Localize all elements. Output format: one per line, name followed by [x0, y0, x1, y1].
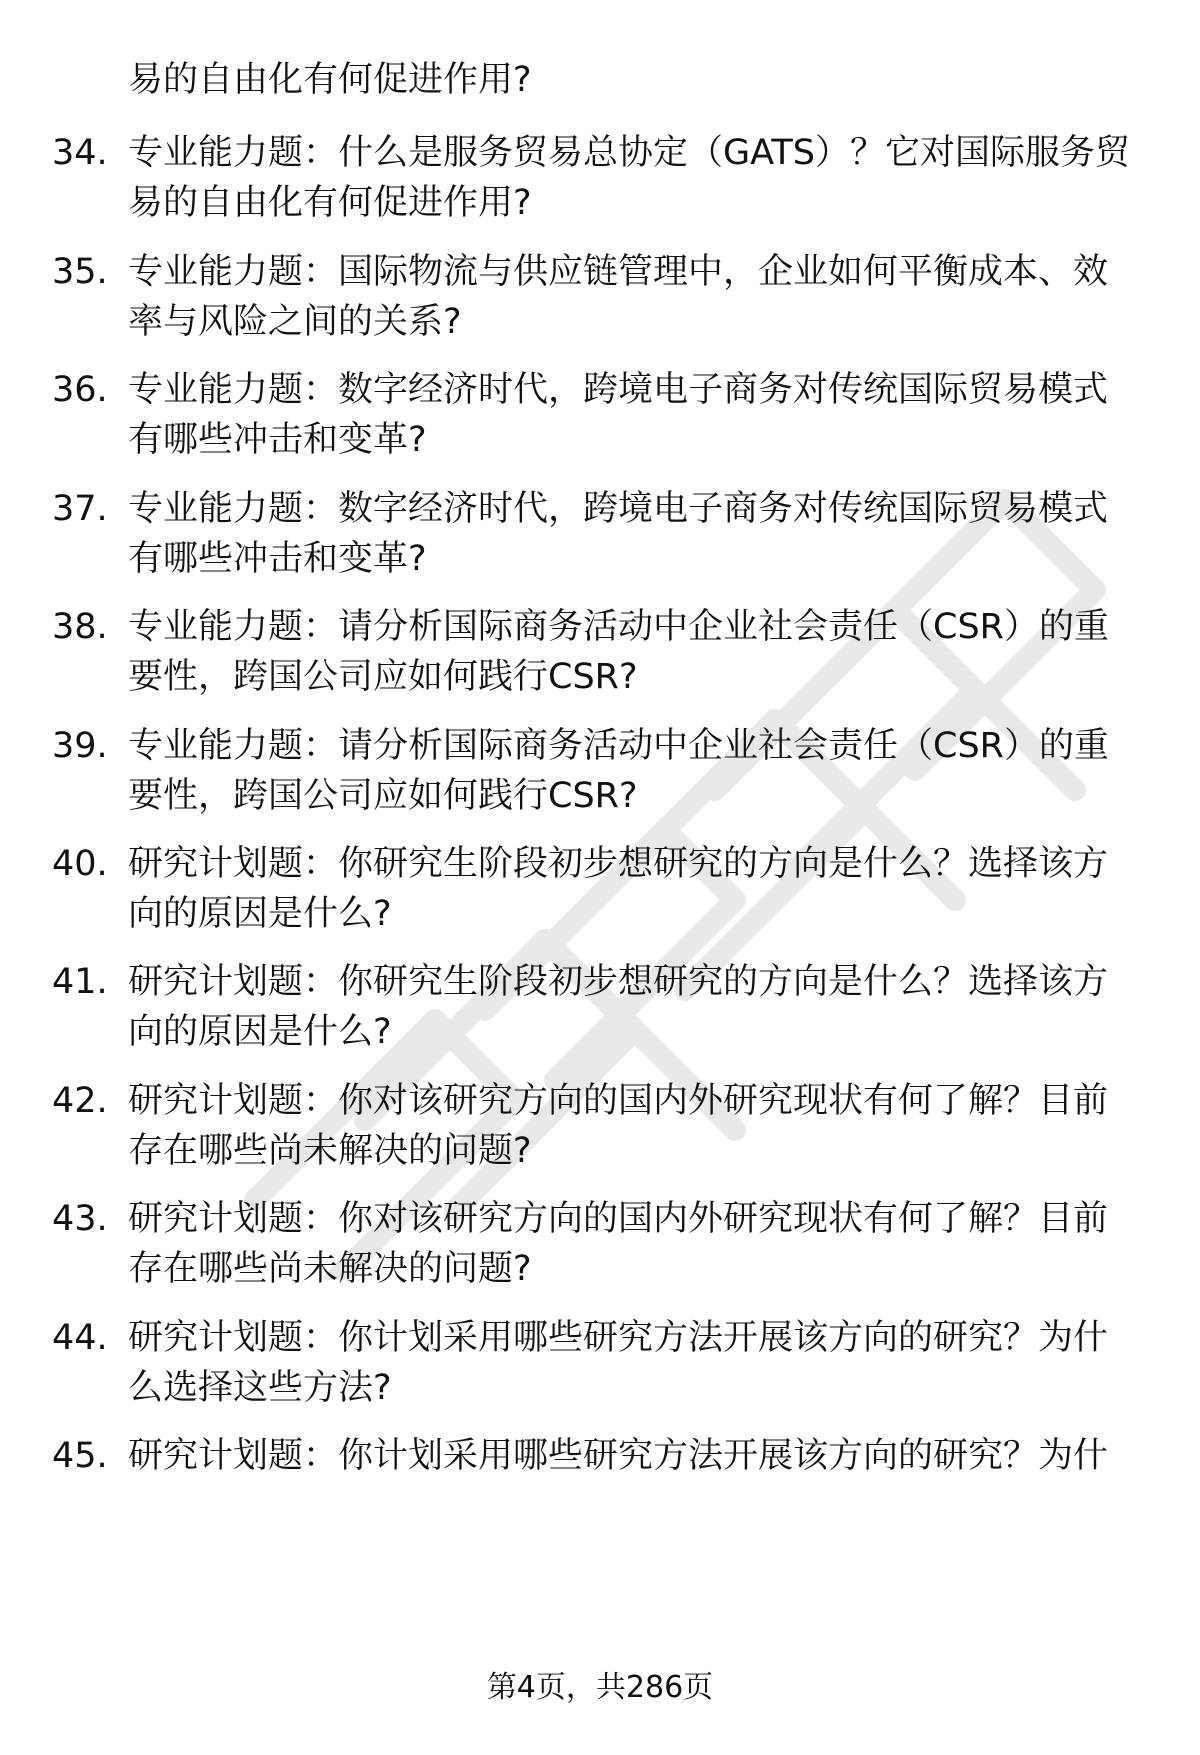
question-line: 专业能力题：请分析国际商务活动中企业社会责任（CSR）的重 — [128, 607, 1109, 647]
question-line: 要性，跨国公司应如何践行CSR? — [128, 776, 638, 816]
question-item — [52, 602, 1152, 702]
question-item — [52, 365, 1152, 465]
page-footer: 第4页，共286页 — [486, 1670, 714, 1705]
question-line: 易的自由化有何促进作用? — [128, 183, 532, 223]
question-number: 37. — [52, 489, 108, 529]
question-item — [52, 55, 1152, 105]
question-number: 40. — [52, 844, 108, 884]
question-text — [128, 721, 1143, 821]
question-line: 要性，跨国公司应如何践行CSR? — [128, 657, 638, 697]
question-text — [128, 1431, 1143, 1481]
question-text — [128, 957, 1143, 1057]
question-line: 研究计划题：你计划采用哪些研究方法开展该方向的研究？为什 — [128, 1318, 1109, 1358]
question-line: 研究计划题：你研究生阶段初步想研究的方向是什么？选择该方 — [128, 962, 1109, 1002]
question-line: 有哪些冲击和变革? — [128, 539, 427, 579]
question-text — [128, 365, 1143, 465]
question-line: 向的原因是什么? — [128, 894, 392, 934]
question-line: 么选择这些方法? — [128, 1368, 392, 1408]
question-line: 易的自由化有何促进作用? — [128, 60, 532, 100]
question-text — [128, 1194, 1143, 1294]
question-item — [52, 1431, 1152, 1481]
question-number: 45. — [52, 1436, 108, 1476]
question-line: 研究计划题：你对该研究方向的国内外研究现状有何了解？目前 — [128, 1199, 1109, 1239]
question-text — [128, 1313, 1143, 1413]
question-number: 42. — [52, 1081, 108, 1121]
question-text — [128, 55, 1143, 105]
question-item — [52, 839, 1152, 939]
question-number: 34. — [52, 133, 108, 173]
question-item — [52, 721, 1152, 821]
question-item — [52, 1076, 1152, 1176]
question-text — [128, 128, 1143, 228]
question-number: 39. — [52, 726, 108, 766]
question-line: 专业能力题：数字经济时代，跨境电子商务对传统国际贸易模式 — [128, 370, 1109, 410]
question-number: 41. — [52, 962, 108, 1002]
question-line: 专业能力题：数字经济时代，跨境电子商务对传统国际贸易模式 — [128, 489, 1109, 529]
question-line: 向的原因是什么? — [128, 1012, 392, 1052]
question-number: 43. — [52, 1199, 108, 1239]
question-text — [128, 602, 1143, 702]
question-item — [52, 957, 1152, 1057]
question-number: 35. — [52, 252, 108, 292]
question-item — [52, 247, 1152, 347]
question-number: 38. — [52, 607, 108, 647]
question-line: 研究计划题：你计划采用哪些研究方法开展该方向的研究？为什 — [128, 1436, 1109, 1476]
question-line: 专业能力题：国际物流与供应链管理中，企业如何平衡成本、效 — [128, 252, 1109, 292]
question-line: 存在哪些尚未解决的问题? — [128, 1249, 532, 1289]
question-text — [128, 1076, 1143, 1176]
question-item — [52, 1194, 1152, 1294]
question-line: 研究计划题：你研究生阶段初步想研究的方向是什么？选择该方 — [128, 844, 1109, 884]
question-line: 研究计划题：你对该研究方向的国内外研究现状有何了解？目前 — [128, 1081, 1109, 1121]
question-number: 44. — [52, 1318, 108, 1358]
question-line: 存在哪些尚未解决的问题? — [128, 1131, 532, 1171]
question-text — [128, 247, 1143, 347]
question-item — [52, 1313, 1152, 1413]
question-item — [52, 484, 1152, 584]
question-text — [128, 484, 1143, 584]
question-line: 率与风险之间的关系? — [128, 302, 462, 342]
question-item — [52, 128, 1152, 228]
question-line: 有哪些冲击和变革? — [128, 420, 427, 460]
question-line: 专业能力题：请分析国际商务活动中企业社会责任（CSR）的重 — [128, 726, 1109, 766]
question-number: 36. — [52, 370, 108, 410]
question-line: 专业能力题：什么是服务贸易总协定（GATS）？它对国际服务贸 — [128, 133, 1130, 173]
question-text — [128, 839, 1143, 939]
